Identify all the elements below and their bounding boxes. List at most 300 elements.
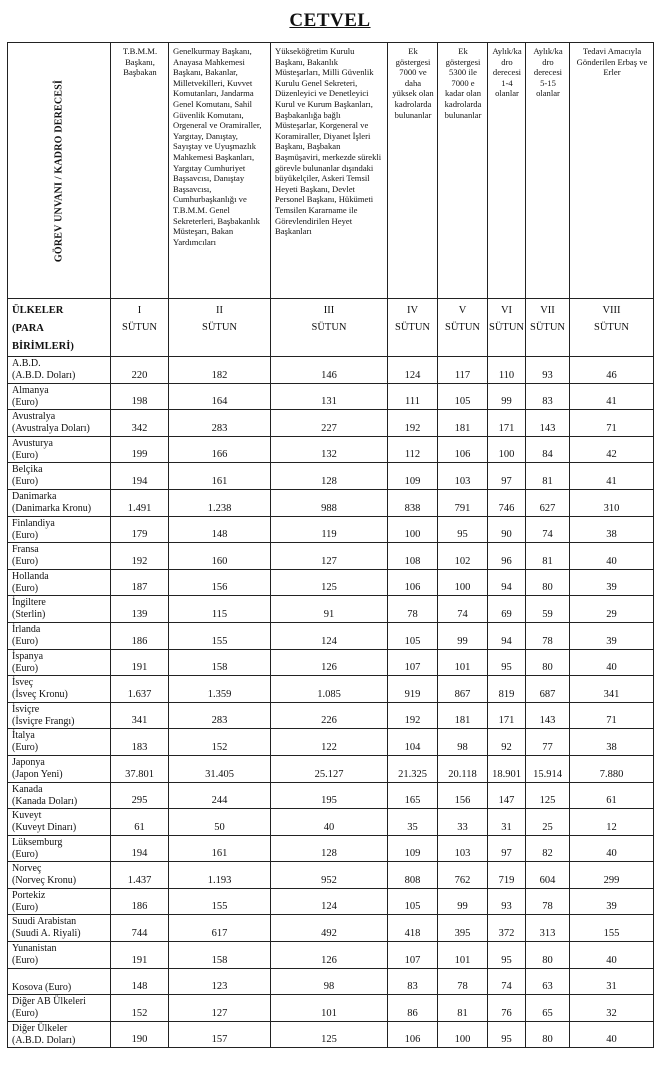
- value-cell: 158: [169, 649, 271, 676]
- rank-degree-label: GÖREV UNVANI / KADRO DERECESİ: [53, 79, 65, 262]
- table-row: [8, 755, 654, 782]
- country-name: Danimarka: [12, 490, 57, 502]
- country-name: İrlanda: [12, 623, 41, 635]
- value-cell: 39: [570, 622, 654, 649]
- table-row: [8, 915, 654, 942]
- value-cell: 283: [169, 410, 271, 437]
- value-cell: 40: [570, 649, 654, 676]
- column-desc-5: Ek göstergesi 5300 ile 7000 e kadar olan kadrolarda bulunanlar: [438, 43, 488, 299]
- value-cell: 61: [570, 782, 654, 809]
- table-row: [8, 888, 654, 915]
- value-cell: 147: [488, 782, 526, 809]
- value-cell: 106: [438, 436, 488, 463]
- value-cell: 20.118: [438, 755, 488, 782]
- value-cell: 38: [570, 729, 654, 756]
- value-cell: 40: [570, 1021, 654, 1048]
- value-cell: 109: [388, 463, 438, 490]
- country-name: Japonya: [12, 756, 45, 768]
- value-cell: 92: [488, 729, 526, 756]
- column-label-8: [570, 299, 654, 357]
- value-cell: 95: [488, 649, 526, 676]
- column-sutun: SÜTUN: [444, 322, 480, 333]
- value-cell: 192: [111, 543, 169, 570]
- value-cell: 78: [388, 596, 438, 623]
- value-cell: 341: [570, 676, 654, 703]
- value-cell: 83: [388, 968, 438, 995]
- value-cell: 192: [388, 702, 438, 729]
- value-cell: 40: [570, 942, 654, 969]
- value-cell: 128: [271, 835, 388, 862]
- country-cell: [8, 835, 111, 862]
- table-row: [8, 410, 654, 437]
- currency-name: (Euro): [12, 582, 39, 594]
- value-cell: 106: [388, 569, 438, 596]
- value-cell: 35: [388, 809, 438, 836]
- country-cell: [8, 489, 111, 516]
- country-name: Kanada: [12, 783, 43, 795]
- column-sutun: SÜTUN: [394, 322, 430, 333]
- value-cell: 39: [570, 569, 654, 596]
- value-cell: 50: [169, 809, 271, 836]
- value-cell: 123: [169, 968, 271, 995]
- country-cell: [8, 622, 111, 649]
- value-cell: 1.238: [169, 489, 271, 516]
- column-desc-7: Aylık/ka dro derecesi 5-15 olanlar: [526, 43, 570, 299]
- value-cell: 100: [488, 436, 526, 463]
- table-row: [8, 649, 654, 676]
- value-cell: 25.127: [271, 755, 388, 782]
- column-roman: V: [458, 305, 467, 316]
- value-cell: 152: [169, 729, 271, 756]
- value-cell: 1.085: [271, 676, 388, 703]
- currency-name: (Euro): [12, 556, 39, 568]
- country-cell: [8, 649, 111, 676]
- table-row: [8, 729, 654, 756]
- value-cell: 15.914: [526, 755, 570, 782]
- value-cell: 186: [111, 888, 169, 915]
- currency-name: (Euro): [12, 396, 39, 408]
- value-cell: 1.637: [111, 676, 169, 703]
- value-cell: 1.491: [111, 489, 169, 516]
- value-cell: 80: [526, 942, 570, 969]
- value-cell: 12: [570, 809, 654, 836]
- value-cell: 372: [488, 915, 526, 942]
- value-cell: 97: [488, 463, 526, 490]
- value-cell: 100: [388, 516, 438, 543]
- country-name: Suudi Arabistan: [12, 916, 77, 928]
- value-cell: 95: [438, 516, 488, 543]
- column-sutun: SÜTUN: [121, 322, 157, 333]
- column-desc-8: Tedavi Amacıyla Gönderilen Erbaş ve Erler: [570, 43, 654, 299]
- value-cell: 124: [388, 357, 438, 384]
- countries-header-cell: [8, 299, 111, 357]
- table-row: [8, 809, 654, 836]
- value-cell: 1.359: [169, 676, 271, 703]
- value-cell: 127: [271, 543, 388, 570]
- country-name: Kuveyt: [12, 810, 42, 822]
- value-cell: 100: [438, 1021, 488, 1048]
- value-cell: 97: [488, 835, 526, 862]
- country-name: İtalya: [12, 730, 35, 742]
- column-label-5: [438, 299, 488, 357]
- value-cell: 155: [570, 915, 654, 942]
- column-desc-2: Genelkurmay Başkanı, Anayasa Mahkemesi Başkanı, Bakanlar, Milletvekilleri, Kuvvet Komutanları, Jandarma Genel Komutanı, Sahil Güvenlik Komutanı, Orgeneral ve Oramiraller, Yargıtay, Danıştay, Sayıştay ve Uyuşmazlık Mahkemesi Başkanları, Yargıtay Cumhuriyet Başsavcısı, Danıştay Başsavcısı, Cumhurbaşkanlığı ve T.B.M.M. Genel Sekreterleri, Başbakanlık Müsteşarı, Bakan Yardımcıları: [169, 43, 271, 299]
- value-cell: 105: [388, 888, 438, 915]
- country-cell: [8, 702, 111, 729]
- value-cell: 96: [488, 543, 526, 570]
- country-name: İsveç: [12, 677, 34, 689]
- value-cell: 719: [488, 862, 526, 889]
- currency-name: (A.B.D. Doları): [12, 1034, 76, 1046]
- value-cell: 63: [526, 968, 570, 995]
- country-name: Lüksemburg: [12, 836, 63, 848]
- country-name: Avustralya: [12, 411, 56, 423]
- value-cell: 108: [388, 543, 438, 570]
- table-row: [8, 995, 654, 1022]
- country-name: İngiltere: [12, 597, 46, 609]
- value-cell: 181: [438, 410, 488, 437]
- column-sutun: SÜTUN: [488, 322, 524, 333]
- value-cell: 80: [526, 569, 570, 596]
- value-cell: 171: [488, 702, 526, 729]
- value-cell: 95: [488, 942, 526, 969]
- value-cell: 40: [570, 543, 654, 570]
- value-cell: 98: [438, 729, 488, 756]
- value-cell: 29: [570, 596, 654, 623]
- value-cell: 25: [526, 809, 570, 836]
- country-cell: [8, 968, 111, 995]
- column-roman: I: [137, 305, 142, 316]
- value-cell: 131: [271, 383, 388, 410]
- column-label-6: [488, 299, 526, 357]
- value-cell: 128: [271, 463, 388, 490]
- country-cell: [8, 809, 111, 836]
- currency-name: (Euro): [12, 662, 39, 674]
- value-cell: 687: [526, 676, 570, 703]
- allowance-table: [7, 42, 654, 1048]
- rank-label-cell: [8, 43, 111, 299]
- table-row: [8, 436, 654, 463]
- value-cell: 42: [570, 436, 654, 463]
- column-roman: VIII: [602, 305, 621, 316]
- country-cell: [8, 463, 111, 490]
- value-cell: 395: [438, 915, 488, 942]
- country-name: Belçika: [12, 464, 43, 476]
- currency-name: (Euro): [12, 742, 39, 754]
- value-cell: 418: [388, 915, 438, 942]
- table-row: [8, 622, 654, 649]
- country-cell: [8, 596, 111, 623]
- column-roman: IV: [406, 305, 419, 316]
- country-name: Almanya: [12, 384, 49, 396]
- value-cell: 161: [169, 463, 271, 490]
- country-cell: [8, 995, 111, 1022]
- value-cell: 7.880: [570, 755, 654, 782]
- value-cell: 103: [438, 463, 488, 490]
- description-header-row: [8, 43, 654, 299]
- value-cell: 867: [438, 676, 488, 703]
- value-cell: 744: [111, 915, 169, 942]
- value-cell: 82: [526, 835, 570, 862]
- country-cell: [8, 782, 111, 809]
- value-cell: 160: [169, 543, 271, 570]
- currency-name: (Euro): [12, 955, 39, 967]
- value-cell: 227: [271, 410, 388, 437]
- value-cell: 40: [271, 809, 388, 836]
- country-cell: [8, 569, 111, 596]
- value-cell: 762: [438, 862, 488, 889]
- currency-name: (Euro): [12, 901, 39, 913]
- currency-name: (Kanada Doları): [12, 795, 78, 807]
- value-cell: 283: [169, 702, 271, 729]
- currency-label: (PARA BİRİMLERİ): [12, 323, 74, 352]
- value-cell: 299: [570, 862, 654, 889]
- currency-name: (Euro): [12, 449, 39, 461]
- country-cell: [8, 862, 111, 889]
- column-sutun: SÜTUN: [201, 322, 237, 333]
- value-cell: 107: [388, 649, 438, 676]
- currency-name: (Euro): [12, 1008, 39, 1020]
- column-desc-3: Yükseköğretim Kurulu Başkanı, Bakanlık Müsteşarları, Milli Güvenlik Kurulu Genel Sekreteri, Düzenleyici ve Denetleyici Kurul ve Kurum Başkanları, Başbakanlığa bağlı Müsteşarlar, Korgeneral ve Koramiraller, Diyanet İşleri Başkanı, Başbakan Başmüşaviri, merkezde sürekli görevle bulunanlar dışındaki büyükelçiler, Askeri Temsil Heyeti Başkanı, Devlet Personel Başkanı, Hükümeti Temsilen Kararname ile Görevlendirilen Heyet Başkanları: [271, 43, 388, 299]
- countries-label: ÜLKELER: [12, 305, 64, 316]
- value-cell: 106: [388, 1021, 438, 1048]
- value-cell: 81: [526, 463, 570, 490]
- value-cell: 84: [526, 436, 570, 463]
- value-cell: 104: [388, 729, 438, 756]
- value-cell: 125: [271, 569, 388, 596]
- value-cell: 102: [438, 543, 488, 570]
- value-cell: 107: [388, 942, 438, 969]
- value-cell: 158: [169, 942, 271, 969]
- value-cell: 604: [526, 862, 570, 889]
- value-cell: 78: [526, 622, 570, 649]
- country-name: Avusturya: [12, 437, 53, 449]
- value-cell: 105: [388, 622, 438, 649]
- column-sutun: SÜTUN: [529, 322, 565, 333]
- country-cell: [8, 516, 111, 543]
- value-cell: 33: [438, 809, 488, 836]
- value-cell: 101: [271, 995, 388, 1022]
- country-name: Norveç: [12, 863, 42, 875]
- value-cell: 132: [271, 436, 388, 463]
- value-cell: 183: [111, 729, 169, 756]
- value-cell: 152: [111, 995, 169, 1022]
- value-cell: 139: [111, 596, 169, 623]
- value-cell: 192: [388, 410, 438, 437]
- value-cell: 617: [169, 915, 271, 942]
- column-roman: III: [323, 305, 335, 316]
- value-cell: 90: [488, 516, 526, 543]
- value-cell: 126: [271, 649, 388, 676]
- country-name: Hollanda: [12, 570, 49, 582]
- value-cell: 71: [570, 410, 654, 437]
- country-cell: [8, 410, 111, 437]
- value-cell: 40: [570, 835, 654, 862]
- value-cell: 146: [271, 357, 388, 384]
- value-cell: 244: [169, 782, 271, 809]
- value-cell: 226: [271, 702, 388, 729]
- value-cell: 59: [526, 596, 570, 623]
- value-cell: 31: [488, 809, 526, 836]
- column-label-7: [526, 299, 570, 357]
- country-cell: [8, 357, 111, 384]
- value-cell: 166: [169, 436, 271, 463]
- value-cell: 76: [488, 995, 526, 1022]
- value-cell: 952: [271, 862, 388, 889]
- value-cell: 37.801: [111, 755, 169, 782]
- value-cell: 310: [570, 489, 654, 516]
- currency-name: (İsviçre Frangı): [12, 715, 75, 727]
- value-cell: 31: [570, 968, 654, 995]
- value-cell: 194: [111, 835, 169, 862]
- value-cell: 83: [526, 383, 570, 410]
- value-cell: 124: [271, 622, 388, 649]
- country-cell: [8, 915, 111, 942]
- table-row: [8, 942, 654, 969]
- country-cell: [8, 436, 111, 463]
- value-cell: 125: [526, 782, 570, 809]
- value-cell: 124: [271, 888, 388, 915]
- value-cell: 155: [169, 888, 271, 915]
- value-cell: 190: [111, 1021, 169, 1048]
- table-row: [8, 596, 654, 623]
- value-cell: 100: [438, 569, 488, 596]
- country-name: İspanya: [12, 650, 44, 662]
- value-cell: 21.325: [388, 755, 438, 782]
- value-cell: 220: [111, 357, 169, 384]
- value-cell: 39: [570, 888, 654, 915]
- country-name: Diğer AB Ülkeleri: [12, 996, 86, 1008]
- column-desc-4: Ek göstergesi 7000 ve daha yüksek olan kadrolarda bulunanlar: [388, 43, 438, 299]
- country-name: Portekiz: [12, 889, 46, 901]
- value-cell: 77: [526, 729, 570, 756]
- country-cell: [8, 1021, 111, 1048]
- value-cell: 808: [388, 862, 438, 889]
- value-cell: 988: [271, 489, 388, 516]
- currency-name: (Danimarka Kronu): [12, 502, 92, 514]
- currency-name: (Avustralya Doları): [12, 423, 90, 435]
- value-cell: 93: [526, 357, 570, 384]
- value-cell: 18.901: [488, 755, 526, 782]
- table-row: [8, 383, 654, 410]
- value-cell: 117: [438, 357, 488, 384]
- table-row: [8, 569, 654, 596]
- country-cell: [8, 543, 111, 570]
- value-cell: 94: [488, 622, 526, 649]
- value-cell: 91: [271, 596, 388, 623]
- value-cell: 99: [438, 622, 488, 649]
- column-roman: VII: [540, 305, 555, 316]
- country-cell: [8, 729, 111, 756]
- value-cell: 99: [438, 888, 488, 915]
- country-name: Yunanistan: [12, 943, 57, 955]
- currency-name: (Norveç Kronu): [12, 875, 77, 887]
- table-row: [8, 968, 654, 995]
- country-cell: [8, 888, 111, 915]
- currency-name: (A.B.D. Doları): [12, 370, 76, 381]
- value-cell: 191: [111, 649, 169, 676]
- value-cell: 122: [271, 729, 388, 756]
- value-cell: 919: [388, 676, 438, 703]
- value-cell: 101: [438, 942, 488, 969]
- value-cell: 161: [169, 835, 271, 862]
- value-cell: 32: [570, 995, 654, 1022]
- value-cell: 156: [438, 782, 488, 809]
- value-cell: 819: [488, 676, 526, 703]
- value-cell: 171: [488, 410, 526, 437]
- value-cell: 74: [488, 968, 526, 995]
- value-cell: 80: [526, 1021, 570, 1048]
- column-label-2: [169, 299, 271, 357]
- value-cell: 165: [388, 782, 438, 809]
- value-cell: 156: [169, 569, 271, 596]
- country-name: Diğer Ülkeler: [12, 1022, 68, 1034]
- country-name: Finlandiya: [12, 517, 55, 529]
- value-cell: 81: [438, 995, 488, 1022]
- country-name: İsviçre: [12, 703, 40, 715]
- currency-name: (Euro): [12, 848, 39, 860]
- value-cell: 191: [111, 942, 169, 969]
- value-cell: 199: [111, 436, 169, 463]
- country-cell: [8, 676, 111, 703]
- value-cell: 69: [488, 596, 526, 623]
- value-cell: 143: [526, 702, 570, 729]
- currency-name: (Suudi A. Riyali): [12, 928, 81, 940]
- table-row: [8, 516, 654, 543]
- value-cell: 95: [488, 1021, 526, 1048]
- value-cell: 342: [111, 410, 169, 437]
- country-name: Fransa: [12, 544, 39, 556]
- value-cell: 103: [438, 835, 488, 862]
- value-cell: 111: [388, 383, 438, 410]
- table-row: [8, 357, 654, 384]
- value-cell: 115: [169, 596, 271, 623]
- value-cell: 341: [111, 702, 169, 729]
- country-cell: [8, 755, 111, 782]
- value-cell: 838: [388, 489, 438, 516]
- column-label-row: [8, 299, 654, 357]
- currency-name: (Euro): [12, 529, 39, 541]
- value-cell: 182: [169, 357, 271, 384]
- country-name: Kosova (Euro): [12, 982, 72, 994]
- value-cell: 295: [111, 782, 169, 809]
- table-row: [8, 1021, 654, 1048]
- page-title: CETVEL: [289, 10, 371, 31]
- value-cell: 164: [169, 383, 271, 410]
- value-cell: 98: [271, 968, 388, 995]
- value-cell: 181: [438, 702, 488, 729]
- value-cell: 112: [388, 436, 438, 463]
- column-desc-6: Aylık/ka dro derecesi 1-4 olanlar: [488, 43, 526, 299]
- country-cell: [8, 383, 111, 410]
- value-cell: 313: [526, 915, 570, 942]
- country-name: A.B.D.: [12, 358, 41, 369]
- value-cell: 627: [526, 489, 570, 516]
- column-roman: II: [216, 305, 223, 316]
- currency-name: (Japon Yeni): [12, 768, 63, 780]
- value-cell: 157: [169, 1021, 271, 1048]
- value-cell: 492: [271, 915, 388, 942]
- currency-name: (Kuveyt Dinarı): [12, 822, 77, 834]
- value-cell: 94: [488, 569, 526, 596]
- value-cell: 93: [488, 888, 526, 915]
- table-row: [8, 782, 654, 809]
- value-cell: 61: [111, 809, 169, 836]
- value-cell: 186: [111, 622, 169, 649]
- column-label-3: [271, 299, 388, 357]
- value-cell: 791: [438, 489, 488, 516]
- value-cell: 194: [111, 463, 169, 490]
